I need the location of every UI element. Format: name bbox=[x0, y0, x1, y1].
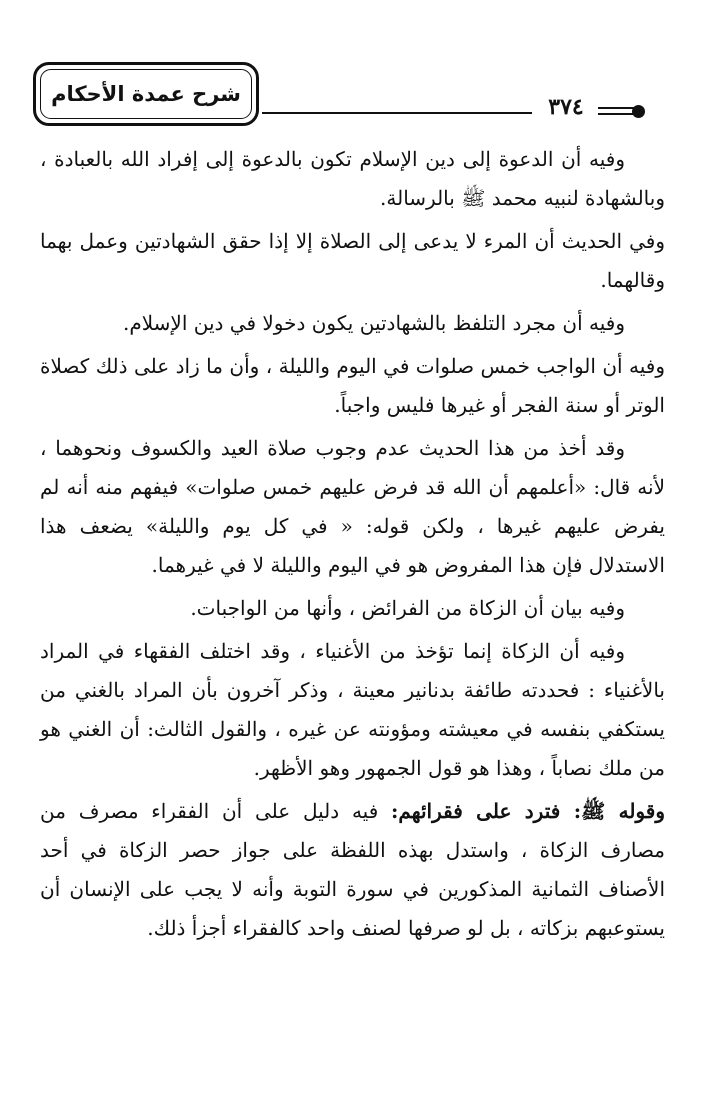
paragraph: وفيه بيان أن الزكاة من الفرائض ، وأنها من الواجبات. bbox=[190, 596, 625, 620]
body-text bbox=[40, 140, 665, 952]
paragraph: وفيه أن الواجب خمس صلوات في اليوم والليلة ، وأن ما زاد على ذلك كصلاة الوتر أو سنة الفجر أو غيرها فليس واجباً. bbox=[40, 354, 665, 417]
page-number: ٣٧٤ bbox=[548, 94, 584, 120]
paragraph: وفيه أن الدعوة إلى دين الإسلام تكون بالدعوة إلى إفراد الله بالعبادة ، وبالشهادة لنبيه محمد ﷺ بالرسالة. bbox=[40, 147, 665, 210]
paragraph-body: فيه دليل على أن الفقراء مصرف من مصارف الزكاة ، واستدل بهذه اللفظة على جواز حصر الزكاة في أحد الأصناف الثمانية المذكورين في سورة التوبة وأنه لا يجب على الإنسان أن يستوعبهم بزكاته ، بل لو صرفها لصنف واحد كالفقراء أجزأ ذلك. bbox=[40, 799, 665, 940]
paragraph: وفيه أن الزكاة إنما تؤخذ من الأغنياء ، وقد اختلف الفقهاء في المراد بالأغنياء : فحددته طائفة بدنانير معينة ، وذكر آخرون بأن المراد بالغني من يستكفي بنفسه في معيشته ومؤونته عن غيره ، والقول الثالث: أن الغني هو من ملك نصاباً ، وهذا هو قول الجمهور وهو الأظهر. bbox=[40, 639, 665, 780]
ornament-line-top bbox=[598, 107, 634, 109]
paragraph: وقد أخذ من هذا الحديث عدم وجوب صلاة العيد والكسوف ونحوهما ، لأنه قال: «أعلمهم أن الله قد فرض عليهم خمس صلوات» فيفهم منه أنه لم يفرض عليهم غيرها ، ولكن قوله: « في كل يوم والليلة» يضعف هذا الاستدلال فإن هذا المفروض هو في اليوم والليلة لا في غيرهما. bbox=[40, 436, 665, 577]
paragraph-lead: وقوله ﷺ: فترد على فقرائهم: bbox=[391, 799, 665, 823]
paragraph: وفي الحديث أن المرء لا يدعى إلى الصلاة إلا إذا حقق الشهادتين وعمل بهما وقالهما. bbox=[40, 229, 665, 292]
paragraph: وفيه أن مجرد التلفظ بالشهادتين يكون دخولا في دين الإسلام. bbox=[122, 311, 625, 335]
header-rule bbox=[262, 112, 532, 114]
paragraph bbox=[40, 792, 665, 948]
header-title-frame bbox=[33, 62, 259, 126]
ornament-line-bottom bbox=[598, 113, 634, 115]
ornament-dot bbox=[632, 105, 645, 118]
header-ornament bbox=[598, 104, 646, 120]
page-header-title: شرح عمدة الأحكام bbox=[40, 69, 252, 119]
